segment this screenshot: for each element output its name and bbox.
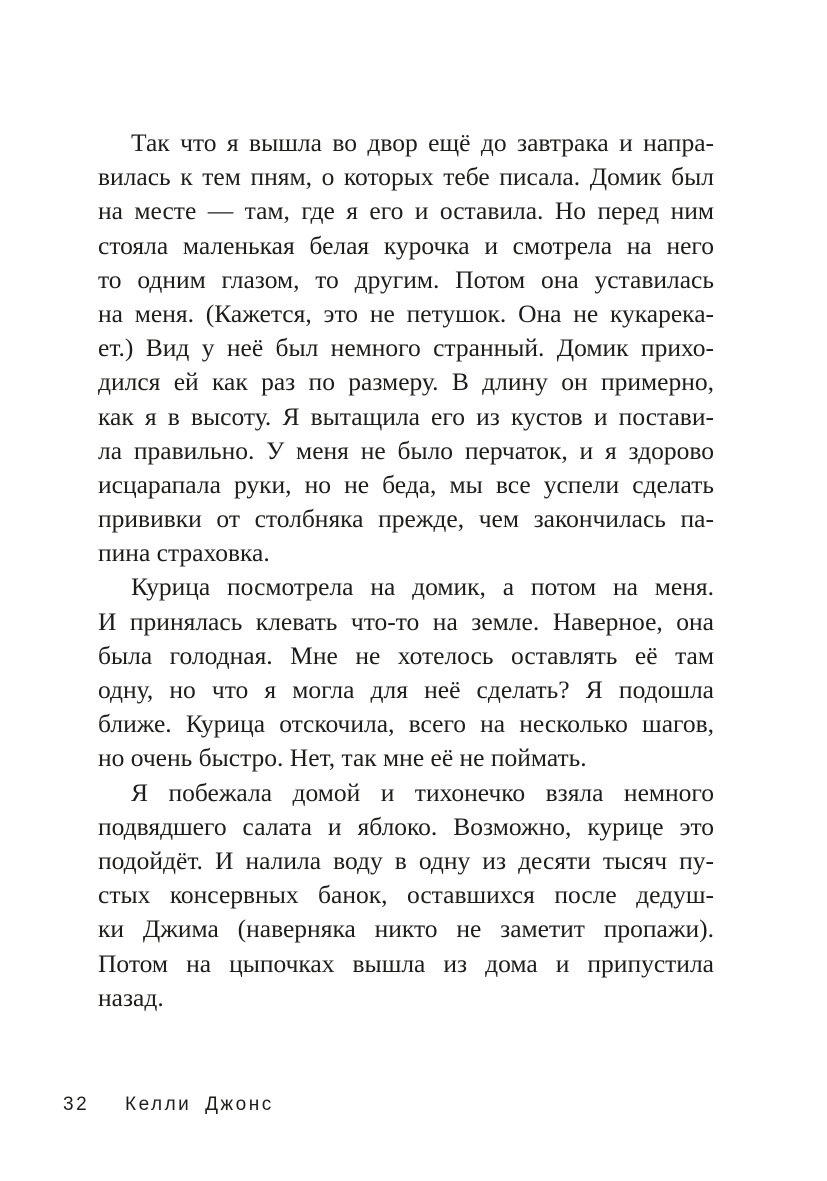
text-line: стояла маленькая белая курочка и смотрела на него: [98, 230, 714, 260]
text-line: ла правильно. У меня не было перчаток, и я здорово: [98, 435, 714, 465]
text-line: на меня. (Кажется, это не петушок. Она не кукарека-: [98, 298, 714, 328]
text-line: вилась к тем пням, о которых тебе писала. Домик был: [98, 162, 714, 192]
text-line: на месте — там, где я его и оставила. Но перед ним: [98, 196, 714, 226]
paragraph: [98, 126, 714, 570]
text-line: была голодная. Мне не хотелось оставлять её там: [98, 640, 714, 670]
page-body-text: [98, 126, 714, 1015]
text-line: стых консервных банок, оставшихся после дедуш-: [98, 880, 714, 910]
text-line: ближе. Курица отскочила, всего на несколько шагов,: [98, 709, 714, 739]
text-line: но очень быстро. Нет, так мне её не поймать.: [98, 743, 587, 773]
paragraph: [98, 570, 714, 775]
text-line: ет.) Вид у неё был немного странный. Домик прихо-: [98, 333, 714, 363]
text-line: исцарапала руки, но не беда, мы все успели сделать: [98, 469, 714, 499]
text-line: то одним глазом, то другим. Потом она уставилась: [98, 264, 714, 294]
page-number: 32: [63, 1094, 90, 1115]
text-line: Так что я вышла во двор ещё до завтрака и напра-: [131, 128, 714, 157]
text-line: Потом на цыпочках вышла из дома и припустила: [98, 948, 714, 978]
text-line: Курица посмотрела на домик, а потом на меня.: [131, 572, 714, 602]
text-line: пина страховка.: [98, 538, 270, 568]
running-footer-author: Келли Джонс: [125, 1094, 274, 1115]
text-line: подойдёт. И налила воду в одну из десяти тысяч пу-: [98, 845, 714, 875]
text-line: И принялась клевать что-то на земле. Наверное, она: [98, 606, 714, 636]
text-line: прививки от столбняка прежде, чем закончилась па-: [98, 504, 714, 534]
text-line: Я побежала домой и тихонечко взяла немного: [131, 777, 714, 807]
text-line: одну, но что я могла для неё сделать? Я подошла: [98, 675, 714, 704]
paragraph: [98, 776, 714, 1015]
text-line: ки Джима (наверняка никто не заметит пропажи).: [98, 914, 714, 944]
text-line: назад.: [98, 982, 164, 1012]
text-line: дился ей как раз по размеру. В длину он примерно,: [98, 367, 714, 397]
text-line: как я в высоту. Я вытащила его из кустов и постави-: [98, 401, 714, 431]
page-footer: [63, 1094, 274, 1116]
text-line: подвядшего салата и яблоко. Возможно, курице это: [98, 811, 714, 841]
